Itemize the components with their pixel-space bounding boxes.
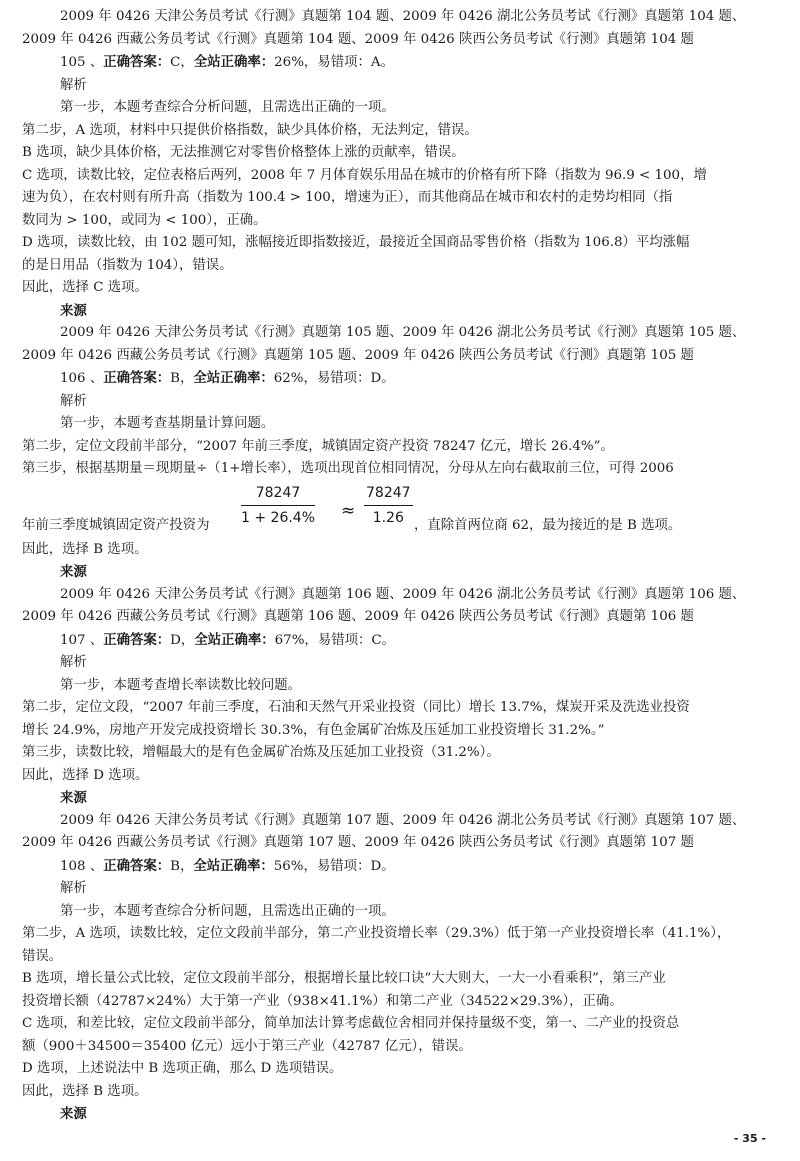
- text-line: 2009 年 0426 西藏公务员考试《行测》真题第 105 题、2009 年 0426 陕西公务员考试《行测》真题第 105 题: [22, 347, 694, 363]
- text-line: 第三步，读数比较，增幅最大的是有色金属矿冶炼及压延加工业投资（31.2%）。: [22, 745, 500, 760]
- formula-prefix: 年前三季度城镇固定资产投资为: [22, 517, 210, 533]
- text-line: 增长 24.9%，房地产开发完成投资增长 30.3%，有色金属矿冶炼及压延加工业投资增长 31.2%。”: [22, 722, 605, 738]
- rate-value: 62%，易错项：D。: [273, 371, 395, 386]
- text-line: 第二步，A 选项，材料中只提供价格指数，缺少具体价格，无法判定，错误。: [22, 122, 478, 138]
- block-g: [22, 652, 782, 787]
- rate-value: 56%，易错项：D。: [273, 858, 395, 874]
- fraction-2-numerator: 78247: [364, 483, 413, 506]
- text-line: 第二步，定位文段前半部分，“2007 年前三季度，城镇固定资产投资 78247 亿元，增长 26.4%”。: [22, 438, 614, 454]
- source-heading: 来源: [60, 302, 87, 319]
- text-line: 因此，选择 B 选项。: [22, 1083, 148, 1099]
- source-heading: 来源: [60, 564, 87, 580]
- text-line: B 选项，缺少具体价格，无法推测它对零售价格整体上涨的贡献率，错误。: [22, 145, 465, 160]
- text-line: 第一步，本题考查综合分析问题，且需选出正确的一项。: [60, 903, 395, 919]
- fraction-2-denominator: 1.26: [372, 509, 404, 526]
- text-line: 2009 年 0426 天津公务员考试《行测》真题第 107 题、2009 年 0426 湖北公务员考试《行测》真题第 107 题、: [60, 812, 746, 828]
- text-line: 解析: [60, 77, 87, 93]
- text-line: 第三步，根据基期量＝现期量÷（1+增长率），选项出现首位相同情况，分母从左向右截取前三位，可得 2006: [22, 461, 674, 476]
- text-line: D 选项，上述说法中 B 选项正确，那么 D 选项错误。: [22, 1061, 343, 1076]
- text-line: 2009 年 0426 西藏公务员考试《行测》真题第 104 题、2009 年 0426 陕西公务员考试《行测》真题第 104 题: [22, 31, 694, 47]
- fraction-2: [364, 483, 413, 528]
- text-line: D 选项，读数比较，由 102 题可知，涨幅接近即指数接近，最接近全国商品零售价格（指数为 106.8）平均涨幅: [22, 235, 690, 250]
- source-heading: 来源: [60, 1106, 87, 1122]
- answer-label: 正确答案：: [103, 54, 171, 70]
- text-line: B 选项，增长量公式比较，定位文段前半部分，根据增长量比较口诀“大大则大，一大一小看乘积”，第三产业: [22, 971, 666, 986]
- text-line: 因此，选择 B 选项。: [22, 541, 148, 557]
- fraction-1-numerator: 78247: [241, 483, 315, 506]
- block-a: [22, 6, 782, 51]
- answer-value: B，: [170, 371, 194, 386]
- text-line: 解析: [60, 393, 87, 409]
- text-line: 第二步，定位文段，“2007 年前三季度，石油和天然气开采业投资（同比）增长 13.7%，煤炭开采及洗选业投资: [22, 700, 690, 715]
- answer-label: 正确答案：: [103, 631, 171, 648]
- text-line: C 选项，和差比较，定位文段前半部分，简单加法计算考虑截位舍相同并保持量级不变，第一、二产业的投资总: [22, 1016, 680, 1031]
- text-line: 额（900＋34500＝35400 亿元）远小于第三产业（42787 亿元），错误。: [22, 1038, 472, 1054]
- text-line: 2009 年 0426 天津公务员考试《行测》真题第 104 题、2009 年 0426 湖北公务员考试《行测》真题第 104 题、: [60, 9, 746, 24]
- text-line: 2009 年 0426 西藏公务员考试《行测》真题第 107 题、2009 年 0426 陕西公务员考试《行测》真题第 107 题: [22, 835, 694, 850]
- question-number: 106 、: [60, 371, 104, 386]
- text-line: 第二步，A 选项，读数比较，定位文段前半部分，第二产业投资增长率（29.3%）低于第一产业投资增长率（41.1%），: [22, 926, 731, 941]
- answer-value: B，: [170, 858, 194, 874]
- fraction-1: [241, 483, 315, 528]
- text-line: 因此，选择 D 选项。: [22, 767, 149, 783]
- text-line: 第一步，本题考查增长率读数比较问题。: [60, 677, 302, 693]
- answer-label: 正确答案：: [103, 857, 171, 874]
- text-line: C 选项，读数比较，定位表格后两列，2008 年 7 月体育娱乐用品在城市的价格有所下降（指数为 96.9 < 100，增: [22, 167, 707, 183]
- block-d: [22, 391, 782, 481]
- text-line: 数同为 > 100，或同为 < 100），正确。: [22, 212, 267, 228]
- formula-suffix: ，直除首两位商 62，最为接近的是 B 选项。: [414, 517, 682, 533]
- text-line: 第一步，本题考查综合分析问题，且需选出正确的一项。: [60, 100, 395, 115]
- answer-row-108: [22, 855, 782, 879]
- text-line: 2009 年 0426 天津公务员考试《行测》真题第 105 题、2009 年 0426 湖北公务员考试《行测》真题第 105 题、: [60, 325, 746, 340]
- page-number: - 35 -: [733, 1132, 766, 1145]
- answer-value: D，: [170, 632, 195, 648]
- answer-row-106: [22, 367, 782, 391]
- fraction-1-denominator: 1 + 26.4%: [241, 509, 316, 526]
- document-page: [22, 6, 782, 1126]
- block-b: [22, 75, 782, 300]
- answer-value: C，: [170, 55, 194, 70]
- rate-label: 全站正确率：: [193, 370, 274, 386]
- text-line: 2009 年 0426 天津公务员考试《行测》真题第 106 题、2009 年 0426 湖北公务员考试《行测》真题第 106 题、: [60, 586, 746, 602]
- text-line: 的是日用品（指数为 104），错误。: [22, 257, 233, 273]
- text-line: 第一步，本题考查基期量计算问题。: [60, 416, 275, 431]
- rate-label: 全站正确率：: [193, 857, 274, 874]
- question-number: 108 、: [60, 858, 104, 874]
- text-line: 投资增长额（42787×24%）大于第一产业（938×41.1%）和第二产业（34522×29.3%），正确。: [22, 993, 623, 1009]
- text-line: 因此，选择 C 选项。: [22, 280, 148, 295]
- block-i: [22, 878, 782, 1103]
- text-line: 错误。: [22, 948, 63, 964]
- answer-row-105: [22, 51, 782, 75]
- block-e: [22, 539, 782, 562]
- answer-label: 正确答案：: [103, 370, 171, 386]
- text-line: 速为负），在农村则有所升高（指数为 100.4 > 100，增速为正），而其他商品在城市和农村的走势均相同（指: [22, 190, 673, 205]
- rate-value: 67%，易错项：C。: [274, 632, 396, 648]
- text-line: 解析: [60, 881, 87, 896]
- text-line: 2009 年 0426 西藏公务员考试《行测》真题第 106 题、2009 年 0426 陕西公务员考试《行测》真题第 106 题: [22, 609, 694, 624]
- block-c: [22, 322, 782, 367]
- rate-label: 全站正确率：: [193, 54, 275, 70]
- source-heading: 来源: [60, 790, 87, 806]
- question-number: 105 、: [60, 55, 104, 70]
- approx-symbol: ≈: [341, 500, 356, 521]
- block-h: [22, 810, 782, 855]
- rate-label: 全站正确率：: [194, 631, 275, 648]
- question-number: 107 、: [60, 632, 104, 648]
- block-f: [22, 584, 782, 629]
- formula-row: [22, 481, 782, 539]
- text-line: 解析: [60, 655, 87, 670]
- rate-value: 26%，易错项：A。: [274, 55, 394, 70]
- answer-row-107: [22, 629, 782, 653]
